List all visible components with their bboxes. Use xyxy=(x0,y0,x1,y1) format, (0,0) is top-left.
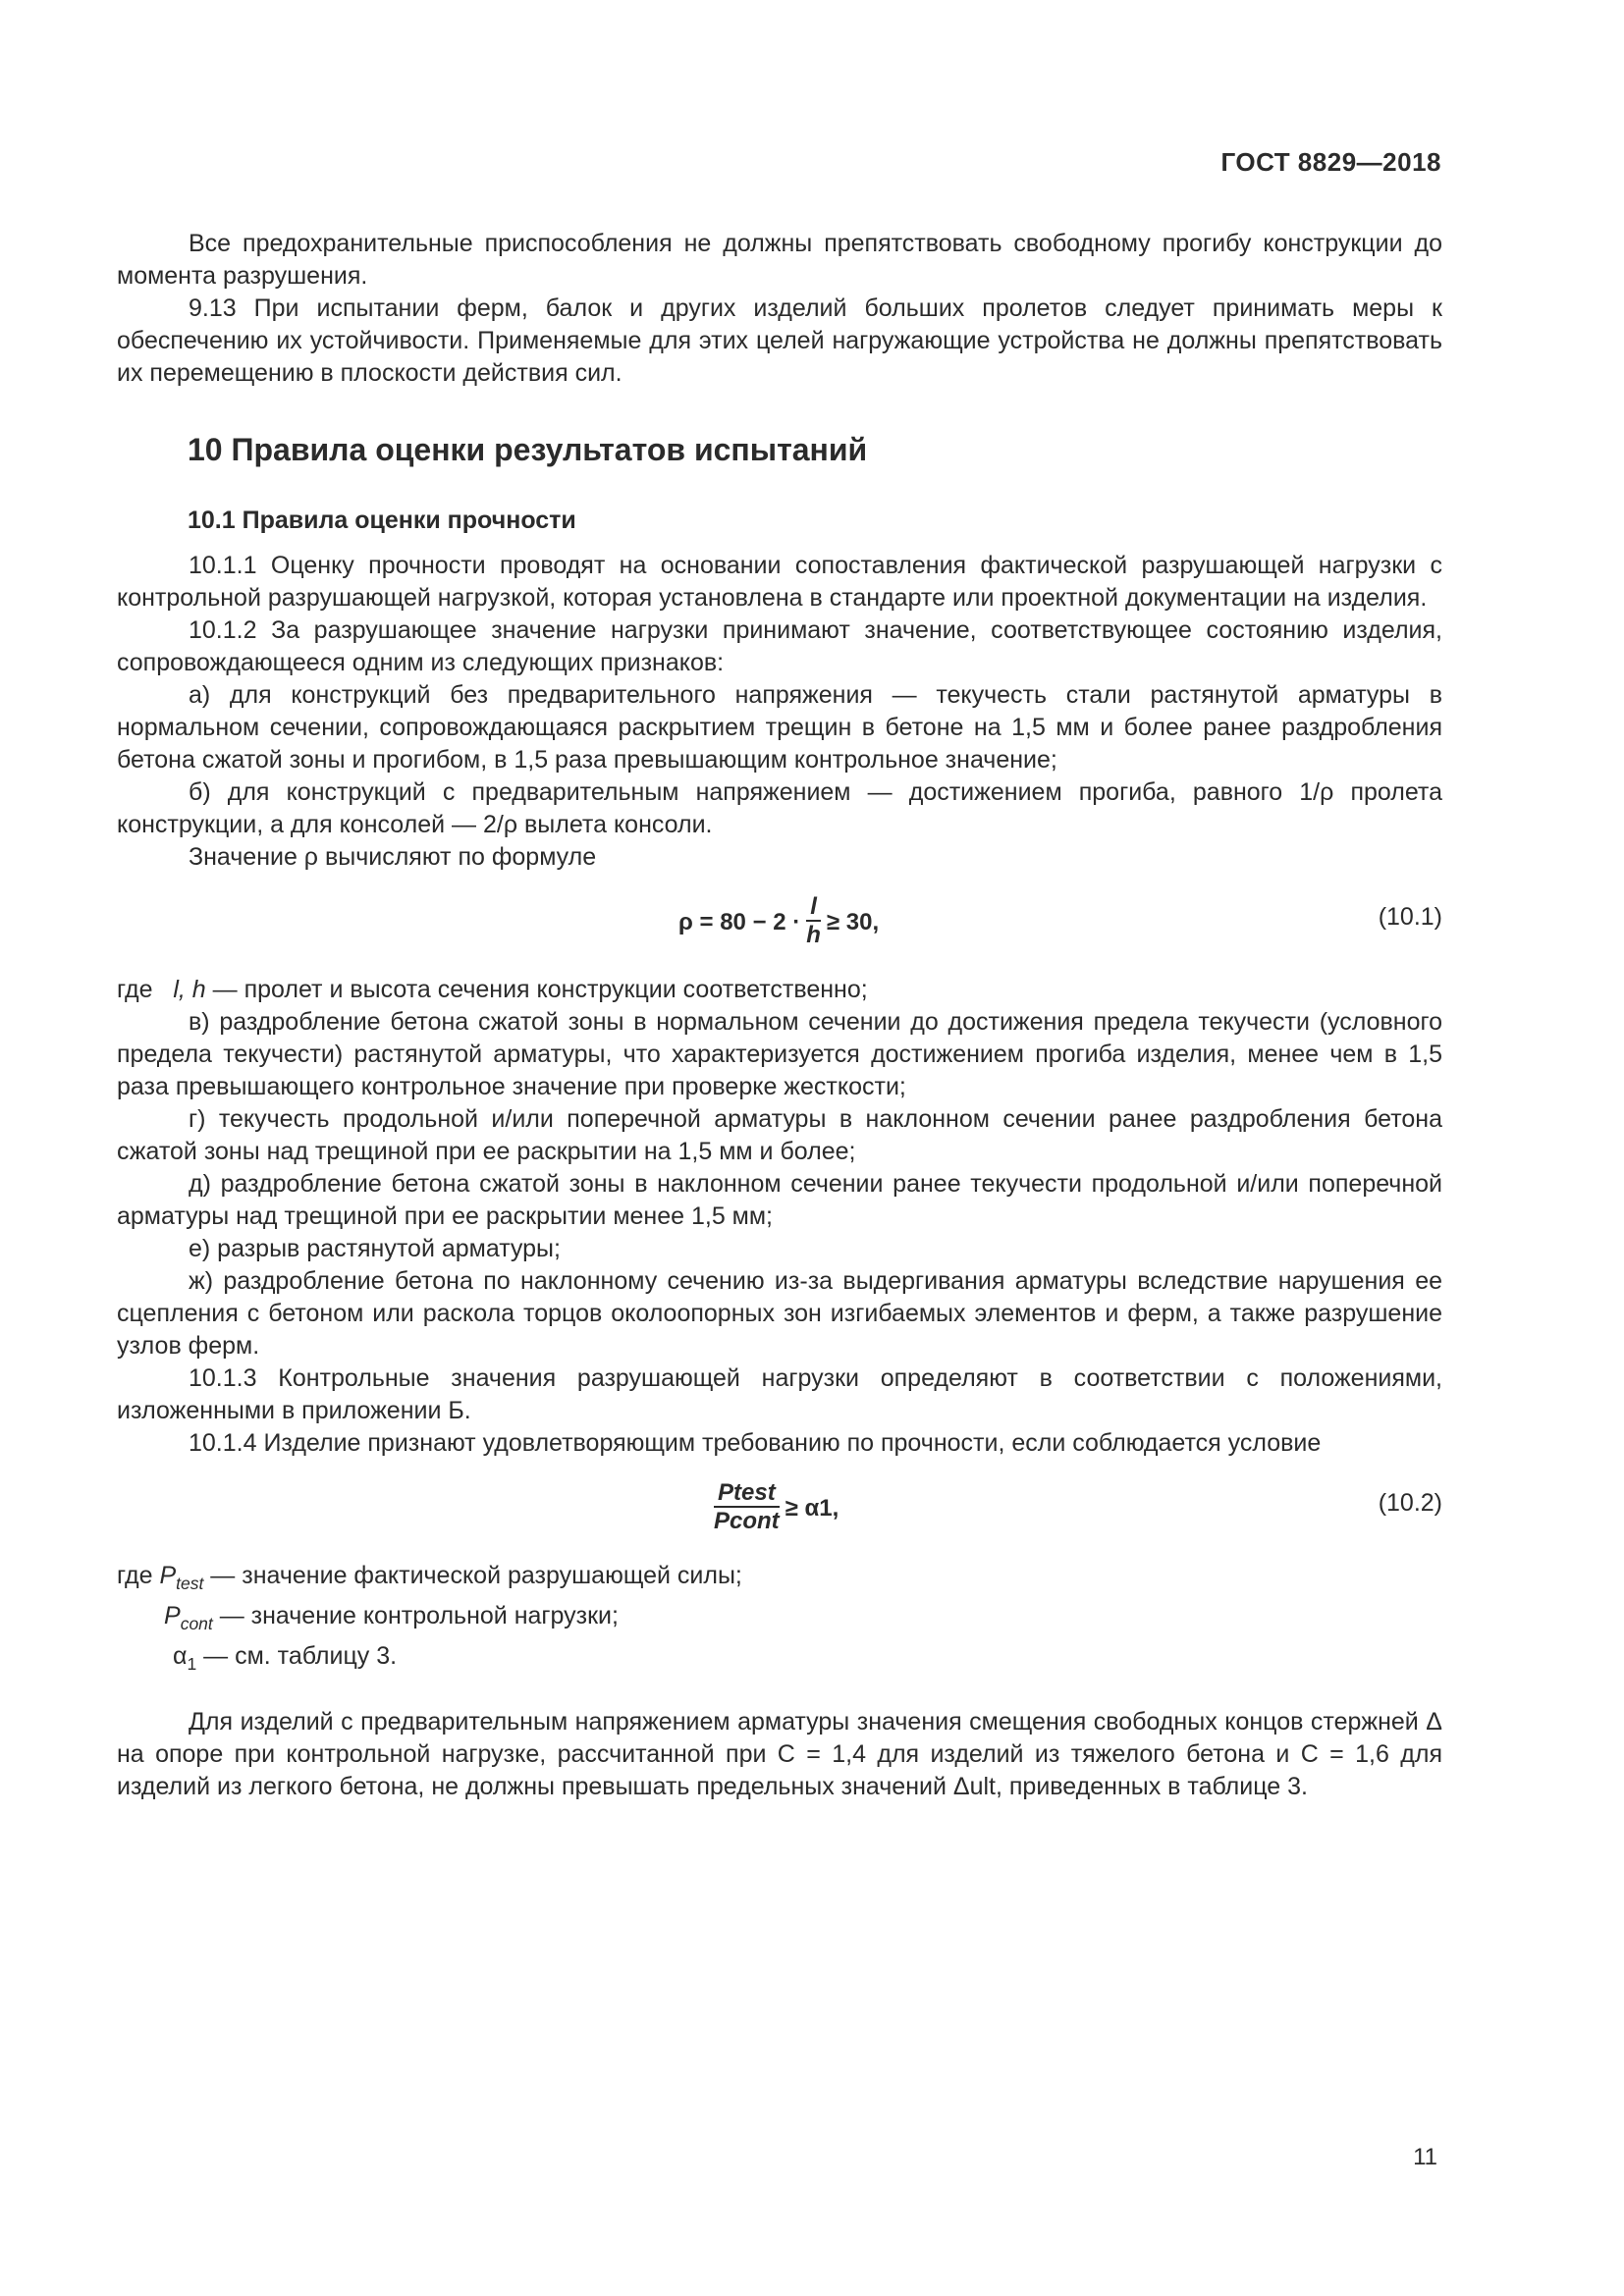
paragraph-9-13: 9.13 При испытании ферм, балок и других изделий больших пролетов следует принимать меры к обеспечению их устойчивости. Применяемые для этих целей нагружающие устройства не должны препятствовать их перемещению в плоскости действия сил. xyxy=(117,294,1442,387)
legend-subscript: cont xyxy=(180,1614,213,1633)
legend-line-pcont xyxy=(117,1600,1442,1640)
legend-prefix: где xyxy=(117,1562,153,1589)
where-clause xyxy=(117,974,1442,1006)
fraction-numerator: l xyxy=(806,894,821,922)
legend-symbol: α xyxy=(173,1642,188,1670)
formula-rhs: ≥ α1, xyxy=(785,1494,839,1522)
page-content xyxy=(117,228,1442,1803)
fraction-denominator: Pcont xyxy=(714,1508,780,1534)
subsection-title: 10.1 Правила оценки прочности xyxy=(188,507,576,534)
paragraph: Все предохранительные приспособления не должны препятствовать свободному прогибу конструкции до момента разрушения. xyxy=(117,230,1442,290)
rho-intro: Значение ρ вычисляют по формуле xyxy=(189,843,597,871)
formula-10-1 xyxy=(117,888,1442,961)
formula-number: (10.2) xyxy=(1378,1489,1442,1517)
list-item-g: г) текучесть продольной и/или поперечной арматуры в наклонном сечении ранее раздробления бетона сжатой зоны над трещиной при ее раскрытии на 1,5 мм и более; xyxy=(117,1105,1442,1165)
legend-subscript: test xyxy=(176,1574,204,1593)
where-description: — пролет и высота сечения конструкции соответственно; xyxy=(205,976,868,1003)
formula-10-1-expression xyxy=(678,894,879,949)
list-item-v: в) раздробление бетона сжатой зоны в нормальном сечении до достижения предела текучести (условного предела текучести) растянутой арматуры, что характеризуется достижением прогиба изделия, менее чем в 1,5 раза превышающего контрольное значение при проверке жесткости; xyxy=(117,1008,1442,1100)
legend-symbol: P xyxy=(164,1602,181,1629)
list-item-e: е) разрыв растянутой арматуры; xyxy=(189,1235,561,1262)
formula-lhs: ρ = 80 − 2 · xyxy=(678,908,801,935)
final-paragraph: Для изделий с предварительным напряжением арматуры значения смещения свободных концов стержней Δ на опоре при контрольной нагрузке, рассчитанной при C = 1,4 для изделий из тяжелого бетона и C = 1,6 для изделий из легкого бетона, не должны превышать предельных значений Δult, приведенных в таблице 3. xyxy=(117,1708,1442,1800)
formula-rhs: ≥ 30, xyxy=(826,908,880,935)
paragraph-10-1-4: 10.1.4 Изделие признают удовлетворяющим требованию по прочности, если соблюдается условие xyxy=(189,1429,1322,1457)
where-variables: l, h xyxy=(173,976,206,1003)
paragraph-10-1-3: 10.1.3 Контрольные значения разрушающей нагрузки определяют в соответствии с положениями, изложенными в приложении Б. xyxy=(117,1364,1442,1424)
legend-symbol: P xyxy=(159,1562,177,1589)
fraction-denominator: h xyxy=(806,922,821,948)
legend-text: — значение контрольной нагрузки; xyxy=(212,1602,619,1629)
legend-subscript: 1 xyxy=(187,1654,197,1674)
list-item-d: д) раздробление бетона сжатой зоны в наклонном сечении ранее текучести продольной и/или поперечной арматуры над трещиной при ее раскрытии менее 1,5 мм; xyxy=(117,1170,1442,1230)
formula-fraction xyxy=(806,894,821,949)
legend-line-alpha xyxy=(117,1640,1442,1681)
standard-id-header: ГОСТ 8829—2018 xyxy=(1220,147,1441,177)
list-item-a: а) для конструкций без предварительного напряжения — текучесть стали растянутой арматуры в нормальном сечении, сопровождающаяся раскрытием трещин в бетоне на 1,5 мм и более ранее раздробления бетона сжатой зоны и прогибом, в 1,5 раза превышающим контрольное значение; xyxy=(117,681,1442,774)
formula-legend xyxy=(117,1560,1442,1681)
list-item-b: б) для конструкций с предварительным напряжением — достижением прогиба, равного 1/ρ пролета конструкции, а для консолей — 2/ρ вылета консоли. xyxy=(117,778,1442,838)
list-item-zh: ж) раздробление бетона по наклонному сечению из-за выдергивания арматуры вследствие нарушения ее сцепления с бетоном или раскола торцов околоопорных зон изгибаемых элементов и ферм, а также разрушение узлов ферм. xyxy=(117,1267,1442,1360)
legend-line-ptest xyxy=(117,1560,1442,1600)
paragraph-10-1-1: 10.1.1 Оценку прочности проводят на основании сопоставления фактической разрушающей нагрузки с контрольной разрушающей нагрузкой, которая установлена в стандарте или проектной документации на изделия. xyxy=(117,552,1442,612)
page-number: 11 xyxy=(1413,2144,1437,2170)
legend-text: — см. таблицу 3. xyxy=(196,1642,398,1670)
formula-10-2-expression xyxy=(714,1480,839,1535)
legend-text: — значение фактической разрушающей силы; xyxy=(203,1562,742,1589)
section-title: 10 Правила оценки результатов испытаний xyxy=(188,432,868,467)
formula-10-2 xyxy=(117,1474,1442,1547)
fraction-numerator: Ptest xyxy=(714,1480,780,1508)
formula-fraction xyxy=(714,1480,780,1535)
paragraph-10-1-2: 10.1.2 За разрушающее значение нагрузки принимают значение, соответствующее состоянию изделия, сопровождающееся одним из следующих признаков: xyxy=(117,616,1442,676)
formula-number: (10.1) xyxy=(1378,903,1442,931)
where-prefix: где xyxy=(117,976,153,1003)
